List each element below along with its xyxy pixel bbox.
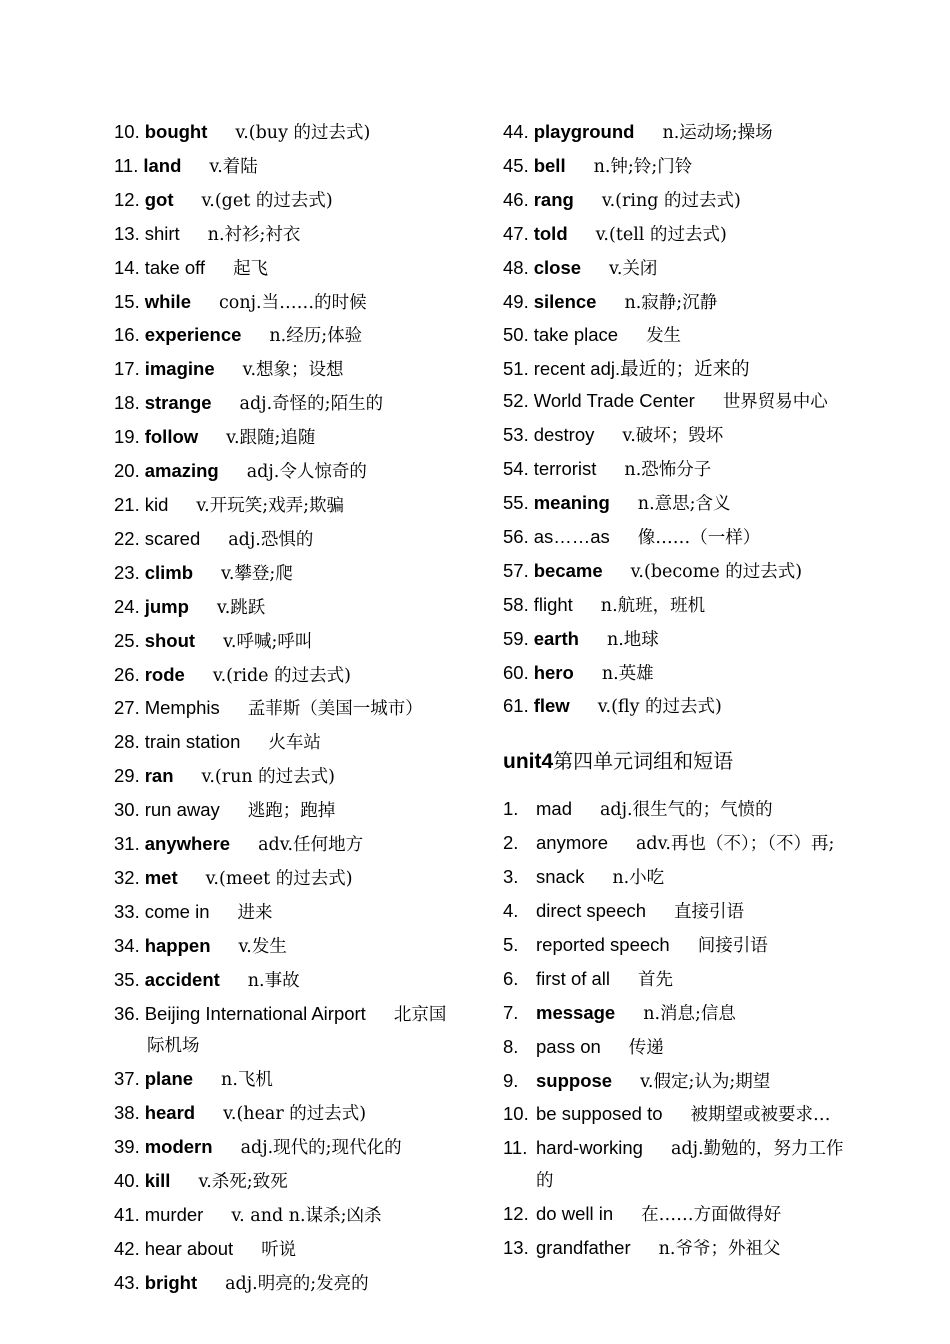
entry-word: playground xyxy=(533,121,635,142)
vocab-entry xyxy=(503,419,883,453)
entry-definition: v. and n.谋杀;凶杀 xyxy=(231,1206,382,1226)
entry-number: 30. xyxy=(114,799,140,821)
vocab-list-right xyxy=(503,116,883,724)
vocab-entry xyxy=(503,286,883,320)
entry-number: 29. xyxy=(114,765,140,787)
entry-definition: v.(hear 的过去式) xyxy=(223,1104,367,1125)
entry-word: flight xyxy=(533,593,573,615)
entry-word: reported speech xyxy=(536,933,670,955)
entry-number: 32. xyxy=(114,866,140,888)
entry-number: 60. xyxy=(503,661,529,683)
entry-word: close xyxy=(533,256,582,278)
vocab-entry xyxy=(114,998,474,1064)
vocab-entry xyxy=(503,895,883,929)
entry-word: Memphis xyxy=(144,697,220,719)
vocab-entry xyxy=(503,521,883,555)
entry-word: ran xyxy=(144,765,174,787)
entry-number: 11. xyxy=(114,154,139,176)
vocab-entry xyxy=(503,353,883,385)
entry-number: 54. xyxy=(503,458,529,480)
entry-number: 41. xyxy=(114,1204,140,1225)
entry-number: 21. xyxy=(114,493,140,515)
entry-definition: 北京国 xyxy=(393,1004,447,1025)
entry-definition: adv.任何地方 xyxy=(258,835,364,856)
entry-definition: 间接引语 xyxy=(697,935,768,956)
entry-definition: adj.现代的;现代化的 xyxy=(240,1138,402,1159)
entry-word: destroy xyxy=(533,424,595,446)
vocab-entry xyxy=(114,523,474,557)
entry-number: 1. xyxy=(503,798,519,820)
vocab-entry xyxy=(503,1098,883,1132)
entry-word: message xyxy=(536,1001,616,1023)
entry-word: became xyxy=(533,559,603,581)
entry-word: bell xyxy=(533,154,566,176)
entry-word: follow xyxy=(144,426,199,448)
entry-definition: n.寂静;沉静 xyxy=(624,292,718,313)
entry-word: bought xyxy=(144,121,208,142)
entry-definition: v.想象；设想 xyxy=(242,360,344,381)
unit4-heading-label: unit4 xyxy=(503,750,554,774)
entry-definition: n.英雄 xyxy=(601,663,654,684)
vocab-entry xyxy=(503,116,883,150)
vocab-entry xyxy=(503,150,883,184)
entry-definition: adj.令人惊奇的 xyxy=(246,462,367,483)
vocab-entry xyxy=(503,184,883,218)
vocab-entry xyxy=(503,1198,883,1232)
entry-word: strange xyxy=(144,392,212,414)
vocab-entry xyxy=(503,690,883,724)
entry-definition: v.发生 xyxy=(238,936,287,957)
entry-word: hear about xyxy=(144,1237,234,1259)
entry-number: 3. xyxy=(503,866,519,888)
entry-definition: v.跟随;追随 xyxy=(226,428,316,449)
vocab-entry xyxy=(503,963,883,997)
vocab-entry xyxy=(503,385,883,419)
entry-definition: v.跳跃 xyxy=(216,597,266,618)
entry-definition: n.航班，班机 xyxy=(600,595,706,616)
entry-word: got xyxy=(144,188,174,210)
entry-definition: v.(fly 的过去式) xyxy=(597,697,722,718)
entry-number: 10. xyxy=(503,1103,529,1125)
entry-word: plane xyxy=(144,1068,194,1090)
entry-definition: adj.奇怪的;陌生的 xyxy=(239,394,384,415)
entry-number: 12. xyxy=(503,1203,529,1225)
vocab-entry xyxy=(503,623,883,657)
entry-definition: 世界贸易中心 xyxy=(722,392,828,413)
entry-word: land xyxy=(143,154,182,176)
entry-definition: 发生 xyxy=(646,326,682,347)
entry-definition: v.(ring 的过去式) xyxy=(601,190,741,211)
entry-word: hero xyxy=(533,661,574,683)
vocab-entry xyxy=(114,286,474,320)
vocab-entry xyxy=(114,692,474,726)
entry-number: 15. xyxy=(114,290,140,312)
entry-definition: n.经历;体验 xyxy=(269,326,363,347)
entry-definition: n.飞机 xyxy=(221,1070,273,1091)
vocab-entry xyxy=(114,455,474,489)
entry-definition: v.破坏；毁坏 xyxy=(622,426,724,447)
entry-number: 22. xyxy=(114,527,140,549)
entry-number: 31. xyxy=(114,833,140,855)
entry-word: grandfather xyxy=(536,1237,631,1259)
entry-number: 58. xyxy=(503,593,529,615)
entry-definition: adj.很生气的；气愤的 xyxy=(600,800,773,821)
entry-definition: v.(meet 的过去式) xyxy=(205,868,353,889)
entry-definition: 进来 xyxy=(237,902,273,923)
entry-number: 25. xyxy=(114,629,140,651)
entry-definition: 起飞 xyxy=(233,258,269,279)
entry-number: 17. xyxy=(114,358,140,380)
vocab-entry xyxy=(503,453,883,487)
entry-definition: v.杀死;致死 xyxy=(198,1172,288,1193)
entry-word: earth xyxy=(533,627,579,649)
entry-definition: conj.当……的时候 xyxy=(218,292,367,313)
vocab-entry xyxy=(114,319,474,353)
entry-word: direct speech xyxy=(536,900,647,922)
entry-definition: adj.明亮的;发亮的 xyxy=(225,1273,369,1294)
vocab-entry xyxy=(114,489,474,523)
entry-word: murder xyxy=(144,1204,204,1225)
vocab-entry xyxy=(114,591,474,625)
entry-word: modern xyxy=(144,1136,213,1158)
entry-number: 5. xyxy=(503,933,519,955)
vocab-entry xyxy=(114,1267,474,1301)
vocab-entry xyxy=(503,555,883,589)
entry-definition: v.(tell 的过去式) xyxy=(595,224,727,245)
entry-word: kill xyxy=(144,1170,171,1192)
entry-definition: v.(become 的过去式) xyxy=(630,561,803,582)
entry-word: experience xyxy=(144,324,242,346)
entry-definition-continued: 的 xyxy=(536,1171,554,1192)
entry-word: accident xyxy=(144,968,220,990)
entry-definition: v.攀登;爬 xyxy=(221,563,293,584)
entry-word: while xyxy=(144,290,191,312)
entry-definition: n.地球 xyxy=(606,629,659,650)
entry-number: 45. xyxy=(503,154,529,176)
entry-number: 20. xyxy=(114,460,140,482)
entry-number: 37. xyxy=(114,1068,140,1090)
vocab-entry xyxy=(114,1097,474,1131)
entry-word: climb xyxy=(144,561,194,583)
entry-word: come in xyxy=(144,900,210,922)
entry-number: 14. xyxy=(114,256,140,278)
entry-definition: 听说 xyxy=(261,1239,297,1260)
entry-number: 24. xyxy=(114,595,140,617)
entry-number: 50. xyxy=(503,324,529,346)
entry-definition: v.(get 的过去式) xyxy=(201,190,333,211)
entry-number: 49. xyxy=(503,290,529,312)
vocab-entry xyxy=(503,861,883,895)
entry-word: scared xyxy=(144,527,201,549)
vocab-entry xyxy=(503,218,883,252)
entry-definition: v.开玩笑;戏弄;欺骗 xyxy=(196,495,345,516)
entry-word: take place xyxy=(533,324,619,346)
vocab-entry xyxy=(503,1132,883,1198)
entry-definition: n.意思;含义 xyxy=(637,493,731,514)
entry-definition: 被期望或被要求… xyxy=(690,1105,831,1126)
entry-number: 39. xyxy=(114,1136,140,1158)
entry-number: 13. xyxy=(114,222,140,244)
entry-word: meaning xyxy=(533,491,610,513)
vocab-entry xyxy=(114,862,474,896)
entry-number: 46. xyxy=(503,188,529,210)
entry-definition: n.事故 xyxy=(247,970,300,991)
entry-definition: 像……（一样） xyxy=(637,527,761,548)
vocab-entry xyxy=(114,760,474,794)
entry-definition: n.运动场;操场 xyxy=(662,123,773,143)
entry-word: be supposed to xyxy=(536,1103,663,1125)
entry-number: 27. xyxy=(114,697,140,719)
vocab-entry xyxy=(503,319,883,353)
entry-number: 53. xyxy=(503,424,529,446)
entry-definition: 孟菲斯（美国一城市） xyxy=(247,699,423,720)
vocab-entry xyxy=(114,1199,474,1233)
right-column xyxy=(503,116,883,1266)
vocab-entry xyxy=(503,1031,883,1065)
vocab-entry xyxy=(503,997,883,1031)
entry-word: train station xyxy=(144,731,241,753)
entry-number: 16. xyxy=(114,324,140,346)
entry-word: flew xyxy=(533,695,570,717)
entry-number: 12. xyxy=(114,188,140,210)
vocab-entry xyxy=(114,1063,474,1097)
entry-definition: v.假定;认为;期望 xyxy=(640,1071,771,1092)
vocab-entry xyxy=(114,1165,474,1199)
vocab-entry xyxy=(114,659,474,693)
entry-definition: 传递 xyxy=(628,1037,664,1058)
entry-number: 9. xyxy=(503,1069,519,1091)
entry-definition: n.恐怖分子 xyxy=(624,460,712,481)
entry-number: 13. xyxy=(503,1237,529,1259)
entry-word: anywhere xyxy=(144,833,231,855)
vocab-entry xyxy=(503,1232,883,1266)
entry-number: 55. xyxy=(503,491,529,513)
vocab-entry xyxy=(503,793,883,827)
entry-word: first of all xyxy=(536,967,611,989)
entry-word: Beijing International Airport xyxy=(144,1002,366,1024)
entry-word: World Trade Center xyxy=(533,390,695,412)
vocab-entry xyxy=(114,557,474,591)
entry-word: rang xyxy=(533,188,574,210)
entry-word: take off xyxy=(144,256,206,278)
unit4-vocab-list xyxy=(503,793,883,1266)
entry-number: 57. xyxy=(503,559,529,581)
entry-number: 6. xyxy=(503,967,519,989)
entry-number: 18. xyxy=(114,392,140,414)
entry-definition: n.钟;铃;门铃 xyxy=(593,156,693,177)
vocab-entry xyxy=(114,896,474,930)
vocab-entry xyxy=(114,625,474,659)
entry-definition: adj.恐惧的 xyxy=(228,529,314,550)
entry-definition: v.(buy 的过去式) xyxy=(235,123,371,143)
entry-word: silence xyxy=(533,290,597,312)
entry-word: snack xyxy=(536,866,585,888)
entry-word: as……as xyxy=(533,525,610,547)
entry-word: recent adj.最近的；近来的 xyxy=(533,358,750,380)
entry-number: 48. xyxy=(503,256,529,278)
entry-word: heard xyxy=(144,1102,196,1124)
entry-word: hard-working xyxy=(536,1137,643,1159)
entry-word: met xyxy=(144,866,178,888)
entry-number: 52. xyxy=(503,390,529,412)
entry-word: terrorist xyxy=(533,458,597,480)
entry-definition: v.(ride 的过去式) xyxy=(212,665,351,686)
entry-number: 7. xyxy=(503,1001,519,1023)
left-column xyxy=(114,116,474,1301)
entry-number: 10. xyxy=(114,121,140,142)
vocab-entry xyxy=(503,929,883,963)
entry-definition: 在……方面做得好 xyxy=(641,1205,782,1226)
entry-word: kid xyxy=(144,493,169,515)
entry-word: run away xyxy=(144,799,220,821)
entry-word: anymore xyxy=(536,832,608,854)
entry-definition: n.爷爷；外祖父 xyxy=(658,1239,781,1260)
vocab-entry xyxy=(503,252,883,286)
entry-word: imagine xyxy=(144,358,215,380)
entry-definition: 火车站 xyxy=(268,733,321,754)
vocab-entry xyxy=(503,827,883,861)
entry-definition: v.关闭 xyxy=(609,258,658,279)
vocab-entry xyxy=(114,150,474,184)
vocab-entry xyxy=(114,930,474,964)
entry-number: 43. xyxy=(114,1271,140,1293)
entry-word: bright xyxy=(144,1271,198,1293)
entry-definition: n.衬衫;衬衣 xyxy=(207,224,301,245)
entry-definition: adv.再也（不）；（不）再; xyxy=(635,834,835,855)
entry-number: 34. xyxy=(114,934,140,956)
entry-definition: n.消息;信息 xyxy=(643,1003,736,1024)
entry-definition: adj.勤勉的，努力工作 xyxy=(670,1139,844,1160)
entry-word: suppose xyxy=(536,1069,613,1091)
entry-number: 26. xyxy=(114,663,140,685)
vocab-entry xyxy=(114,794,474,828)
entry-number: 33. xyxy=(114,900,140,922)
vocab-entry xyxy=(503,657,883,691)
entry-number: 44. xyxy=(503,121,529,142)
entry-definition: 直接引语 xyxy=(674,902,745,923)
entry-definition: 首先 xyxy=(638,969,674,990)
entry-definition-continued: 际机场 xyxy=(147,1036,200,1057)
entry-number: 11. xyxy=(503,1137,528,1159)
entry-word: pass on xyxy=(536,1035,601,1057)
entry-definition: v.呼喊;呼叫 xyxy=(223,631,313,652)
entry-number: 2. xyxy=(503,832,519,854)
vocab-entry xyxy=(114,421,474,455)
entry-word: jump xyxy=(144,595,189,617)
entry-number: 51. xyxy=(503,358,529,380)
vocab-entry xyxy=(114,116,474,150)
vocab-entry xyxy=(114,184,474,218)
vocab-entry xyxy=(114,828,474,862)
vocab-entry xyxy=(114,353,474,387)
entry-number: 4. xyxy=(503,900,519,922)
entry-number: 23. xyxy=(114,561,140,583)
entry-number: 61. xyxy=(503,695,529,717)
vocab-entry xyxy=(114,1131,474,1165)
entry-word: do well in xyxy=(536,1203,614,1225)
entry-number: 28. xyxy=(114,731,140,753)
entry-number: 42. xyxy=(114,1237,140,1259)
vocab-entry xyxy=(114,387,474,421)
entry-definition: n.小吃 xyxy=(612,868,665,889)
vocab-entry xyxy=(503,1065,883,1099)
entry-number: 19. xyxy=(114,426,140,448)
vocab-entry xyxy=(114,218,474,252)
entry-definition: v.(run 的过去式) xyxy=(201,767,336,788)
vocab-entry xyxy=(503,487,883,521)
entry-number: 38. xyxy=(114,1102,140,1124)
entry-definition: v.着陆 xyxy=(209,156,258,177)
vocab-entry xyxy=(114,1233,474,1267)
entry-number: 59. xyxy=(503,627,529,649)
entry-word: shirt xyxy=(144,222,180,244)
entry-word: rode xyxy=(144,663,185,685)
entry-number: 36. xyxy=(114,1002,140,1024)
unit4-heading xyxy=(503,744,883,779)
entry-number: 47. xyxy=(503,222,529,244)
entry-number: 40. xyxy=(114,1170,140,1192)
unit4-heading-title: 第四单元词组和短语 xyxy=(553,749,734,774)
entry-definition: 逃跑；跑掉 xyxy=(247,801,336,822)
entry-number: 35. xyxy=(114,968,140,990)
entry-number: 56. xyxy=(503,525,529,547)
entry-word: shout xyxy=(144,629,196,651)
entry-word: happen xyxy=(144,934,211,956)
vocab-entry xyxy=(114,252,474,286)
vocab-entry xyxy=(114,964,474,998)
entry-number: 8. xyxy=(503,1035,519,1057)
entry-word: told xyxy=(533,222,568,244)
entry-word: mad xyxy=(536,798,572,820)
entry-word: amazing xyxy=(144,460,219,482)
vocab-entry xyxy=(503,589,883,623)
vocab-entry xyxy=(114,726,474,760)
